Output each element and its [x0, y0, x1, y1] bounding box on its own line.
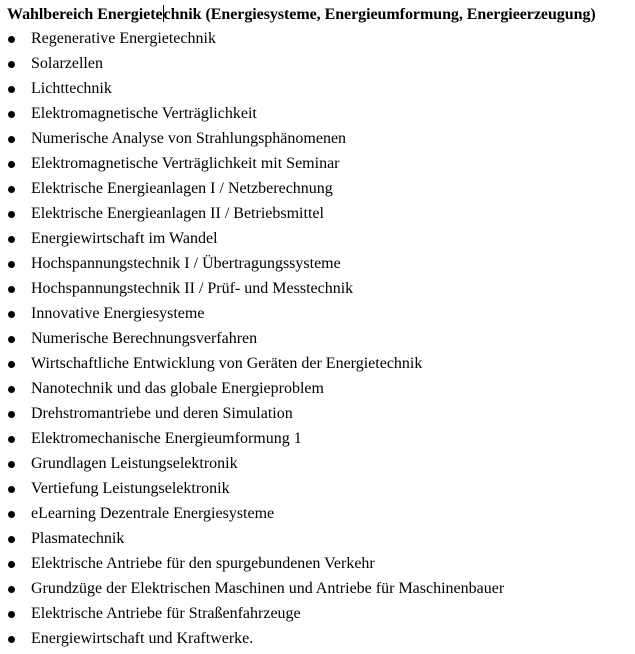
bullet-icon	[8, 311, 15, 318]
bullet-icon	[8, 236, 15, 243]
list-item-text: Elektromagnetische Verträglichkeit mit Seminar	[31, 155, 340, 172]
list-item-text: Lichttechnik	[31, 80, 112, 97]
bullet-icon	[8, 411, 15, 418]
list-item-text: Solarzellen	[31, 55, 103, 72]
list-item-text: Grundlagen Leistungselektronik	[31, 455, 238, 472]
bullet-icon	[8, 36, 15, 43]
bullet-icon	[8, 211, 15, 218]
bullet-icon	[8, 561, 15, 568]
list-item-text: Numerische Analyse von Strahlungsphänomenen	[31, 130, 347, 147]
bullet-icon	[8, 361, 15, 368]
list-item-text: Elektrische Energieanlagen I / Netzberechnung	[31, 180, 333, 197]
bullet-icon	[8, 461, 15, 468]
bullet-icon	[8, 636, 15, 643]
list-item-text: Elektrische Energieanlagen II / Betriebsmittel	[31, 205, 324, 222]
bullet-icon	[8, 336, 15, 343]
bullet-icon	[8, 86, 15, 93]
section-heading[interactable]	[7, 5, 596, 25]
bullet-icon	[8, 186, 15, 193]
bullet-icon	[8, 286, 15, 293]
bullet-icon	[8, 161, 15, 168]
list-item-text: Drehstromantriebe und deren Simulation	[31, 405, 293, 422]
bullet-icon	[8, 586, 15, 593]
bullet-icon	[8, 111, 15, 118]
list-item-text: Innovative Energiesysteme	[31, 305, 205, 322]
list-item-text: Hochspannungstechnik I / Übertragungssysteme	[31, 255, 341, 272]
list-item-text: Numerische Berechnungsverfahren	[31, 330, 258, 347]
bullet-icon	[8, 61, 15, 68]
bullet-icon	[8, 611, 15, 618]
heading-text-part-1: Wahlbereich Energiete	[7, 6, 163, 23]
bullet-icon	[8, 386, 15, 393]
list-item-text: Energiewirtschaft und Kraftwerke.	[31, 630, 254, 647]
list-item-text: Vertiefung Leistungselektronik	[31, 480, 230, 497]
bullet-icon	[8, 261, 15, 268]
list-item-text: eLearning Dezentrale Energiesysteme	[31, 505, 275, 522]
list-item-text: Energiewirtschaft im Wandel	[31, 230, 218, 247]
bullet-icon	[8, 511, 15, 518]
bullet-icon	[8, 486, 15, 493]
list-item-text: Wirtschaftliche Entwicklung von Geräten der Energietechnik	[31, 355, 423, 372]
list-item-text: Plasmatechnik	[31, 530, 125, 547]
list-item-text: Elektrische Antriebe für Straßenfahrzeuge	[31, 605, 301, 622]
list-item-text: Nanotechnik und das globale Energieproblem	[31, 380, 324, 397]
list-item-text: Elektromechanische Energieumformung 1	[31, 430, 302, 447]
list-item-text: Regenerative Energietechnik	[31, 30, 216, 47]
bullet-icon	[8, 436, 15, 443]
list-item-text: Grundzüge der Elektrischen Maschinen und Antriebe für Maschinenbauer	[31, 580, 505, 597]
list-item-text: Elektromagnetische Verträglichkeit	[31, 105, 257, 122]
list-item-text: Elektrische Antriebe für den spurgebundenen Verkehr	[31, 555, 375, 572]
bullet-icon	[8, 536, 15, 543]
heading-text-part-2: chnik (Energiesysteme, Energieumformung, Energieerzeugung)	[163, 6, 596, 23]
bullet-icon	[8, 136, 15, 143]
list-item-text: Hochspannungstechnik II / Prüf- und Messtechnik	[31, 280, 354, 297]
